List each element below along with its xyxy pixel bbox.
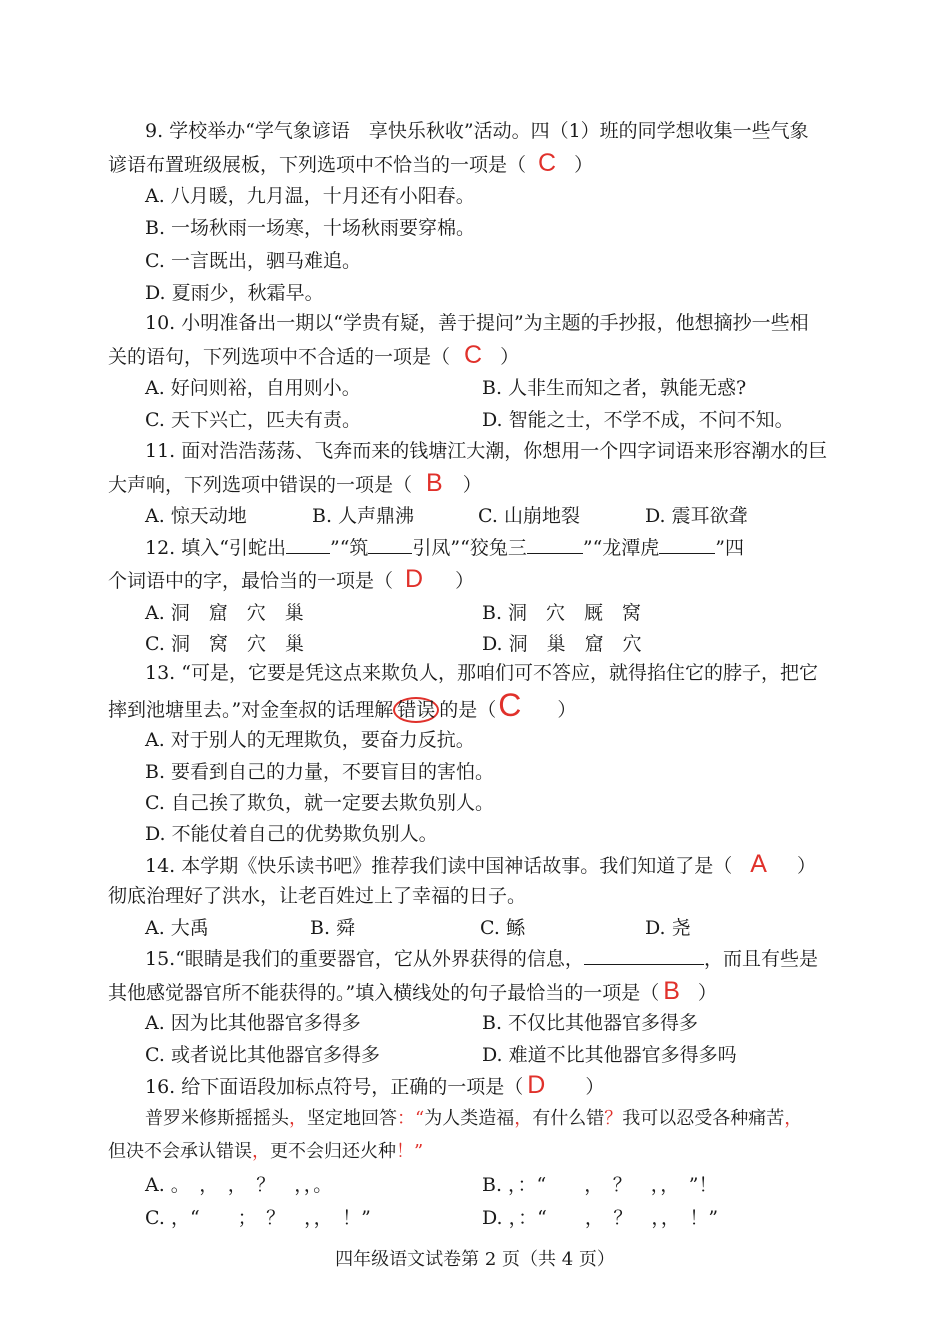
q15-option-d: D. 难道不比其他器官多得多吗 (482, 1044, 737, 1066)
q15-part1: 15.“眼睛是我们的重要器官，它从外界获得的信息， (145, 948, 584, 970)
q12-option-c: C. 洞 窝 穴 巢 (145, 633, 304, 655)
q12-blank-4[interactable] (659, 535, 715, 554)
q11-stem: 大声响，下列选项中错误的一项是（ (108, 474, 413, 496)
q14-line2: 彻底治理好了洪水，让老百姓过上了幸福的日子。 (108, 885, 527, 907)
q15-option-a: A. 因为比其他器官多得多 (145, 1012, 361, 1034)
q12-option-d: D. 洞 巢 窟 穴 (482, 633, 642, 655)
q15-line1 (145, 946, 818, 972)
q9-stem: 谚语布置班级展板，下列选项中不恰当的一项是（ (108, 154, 527, 176)
q14-answer: A (750, 850, 767, 878)
q11-line2: 大声响，下列选项中错误的一项是（ B ） (108, 469, 482, 497)
q12-part4: ”“龙潭虎 (582, 537, 660, 559)
q12-part5: ”四 (715, 537, 745, 559)
q13-circled-word: 错误 (393, 697, 439, 723)
q15-answer: B (663, 977, 680, 1005)
q10-option-c: C. 天下兴亡，匹夫有责。 (145, 409, 361, 431)
q16-answer: D (527, 1071, 546, 1099)
q12-blank-1[interactable] (286, 535, 330, 554)
q15-stem: 其他感觉器官所不能获得的。”填入横线处的句子最恰当的一项是（ (108, 982, 660, 1004)
q15-option-c: C. 或者说比其他器官多得多 (145, 1044, 380, 1066)
q10-line2: 关的语句，下列选项中不合适的一项是（ C ） (108, 341, 520, 369)
q12-stem: 个词语中的字，最恰当的一项是（ (108, 570, 394, 592)
q12-blank-2[interactable] (368, 535, 412, 554)
q9-line1: 9. 学校举办“学气象谚语 享快乐秋收”活动。四（1）班的同学想收集一些气象 (145, 120, 809, 142)
q11-option-d: D. 震耳欲聋 (645, 505, 748, 527)
q16-mark-2: ：“ (397, 1108, 425, 1129)
q15-line2: 其他感觉器官所不能获得的。”填入横线处的句子最恰当的一项是（ B ） (108, 977, 717, 1005)
q10-line1: 10. 小明准备出一期以“学贵有疑，善于提问”为主题的手抄报，他想摘抄一些相 (145, 312, 809, 334)
q10-option-a: A. 好问则裕，自用则小。 (145, 377, 361, 399)
q12-line2: 个词语中的字，最恰当的一项是（ D ） (108, 565, 475, 593)
q16-option-d: D. ，：“ ， ？ ，， ！” (482, 1207, 719, 1229)
q15-option-b: B. 不仅比其他器官多得多 (482, 1012, 699, 1034)
q16-passage-1g: 有什么错 (532, 1108, 605, 1129)
q11-answer: B (426, 469, 443, 497)
q16-mark-1: ， (289, 1108, 307, 1129)
q12-part1: 12. 填入“引蛇出 (145, 537, 286, 559)
q16-passage-line1 (145, 1106, 802, 1132)
q11-option-c: C. 山崩地裂 (478, 505, 580, 527)
q12-blank-3[interactable] (527, 535, 583, 554)
q11-option-b: B. 人声鼎沸 (312, 505, 415, 527)
q10-option-b: B. 人非生而知之者，孰能无惑? (482, 377, 747, 399)
q16-passage-1c: 坚定地回答 (307, 1108, 397, 1129)
q14-option-c: C. 鲧 (480, 917, 525, 939)
q14-option-d: D. 尧 (645, 917, 691, 939)
q12-option-b: B. 洞 穴 厩 窝 (482, 602, 642, 624)
q12-part2: ”“筑 (329, 537, 369, 559)
q16-passage-1e: 为人类造福 (424, 1108, 515, 1129)
q9-option-c: C. 一言既出，驷马难追。 (145, 250, 361, 272)
q13-line1: 13. “可是，它要是凭这点来欺负人，那咱们可不答应，就得掐住它的脖子，把它 (145, 662, 818, 684)
q9-line2: 谚语布置班级展板，下列选项中不恰当的一项是（ C ） (108, 149, 594, 177)
q16-passage-2a: 但决不会承认错误 (108, 1141, 252, 1162)
q16-passage-1a: 普罗米修斯摇摇头 (145, 1108, 289, 1129)
q14-line1: 14. 本学期《快乐读书吧》推荐我们读中国神话故事。我们知道了是（ A ） (145, 850, 816, 878)
q10-stem: 关的语句，下列选项中不合适的一项是（ (108, 346, 451, 368)
q14-option-b: B. 舜 (310, 917, 356, 939)
q12-answer: D (405, 565, 424, 593)
q16-option-b: B. ，：“ ， ？ ，， ”！ (482, 1174, 718, 1196)
q16-option-c: C. ，“ ； ？ ，， ！” (145, 1207, 371, 1229)
page-footer: 四年级语文试卷第 2 页（共 4 页） (335, 1249, 615, 1270)
q10-option-d: D. 智能之士，不学不成，不问不知。 (482, 409, 794, 431)
q16-passage-line2 (108, 1139, 423, 1165)
q13-stem-end: 的是（ (439, 699, 497, 721)
q14-stem: 14. 本学期《快乐读书吧》推荐我们读中国神话故事。我们知道了是（ (145, 855, 733, 877)
q16-option-a: A. 。 ， ， ？ ，，。 (145, 1174, 333, 1196)
q16-mark-7: ！” (396, 1141, 424, 1162)
q16-stem: 16. 给下面语段加标点符号，正确的一项是（ (145, 1076, 524, 1098)
q16-mark-3: ， (514, 1108, 533, 1129)
q9-option-b: B. 一场秋雨一场寒，十场秋雨要穿棉。 (145, 217, 476, 239)
q9-answer: C (538, 149, 557, 177)
q9-option-d: D. 夏雨少，秋霜早。 (145, 282, 324, 304)
q12-part3: 引凤”“狡兔三 (412, 537, 527, 559)
q9-option-a: A. 八月暖，九月温，十月还有小阳春。 (145, 185, 475, 207)
q13-stem: 摔到池塘里去。”对金奎叔的话理解 (108, 699, 394, 721)
q15-part2: ，而且有些是 (703, 948, 818, 970)
q16-mark-4: ？ (604, 1108, 623, 1129)
q13-option-c: C. 自己挨了欺负，就一定要去欺负别人。 (145, 792, 494, 814)
q16-line1: 16. 给下面语段加标点符号，正确的一项是（ D ） (145, 1071, 605, 1099)
q11-line1: 11. 面对浩浩荡荡、飞奔而来的钱塘江大潮，你想用一个四字词语来形容潮水的巨 (145, 440, 828, 462)
q10-answer: C (464, 341, 483, 369)
q11-option-a: A. 惊天动地 (145, 505, 247, 527)
q13-option-d: D. 不能仗着自己的优势欺负别人。 (145, 823, 438, 845)
q16-passage-1i: 我可以忍受各种痛苦 (622, 1108, 785, 1129)
q16-mark-6: ， (252, 1141, 270, 1162)
q13-line2: 摔到池塘里去。”对金奎叔的话理解 错误 的是（C ） (108, 687, 577, 723)
q14-option-a: A. 大禹 (145, 917, 209, 939)
q16-mark-5: ， (784, 1108, 803, 1129)
q16-passage-2c: 更不会归还火种 (270, 1141, 396, 1162)
q13-option-a: A. 对于别人的无理欺负，要奋力反抗。 (145, 729, 475, 751)
q13-option-b: B. 要看到自己的力量，不要盲目的害怕。 (145, 761, 495, 783)
q15-blank[interactable] (584, 946, 704, 965)
q13-answer: C (498, 687, 522, 723)
q12-option-a: A. 洞 窟 穴 巢 (145, 602, 304, 624)
q12-line1 (145, 535, 744, 561)
